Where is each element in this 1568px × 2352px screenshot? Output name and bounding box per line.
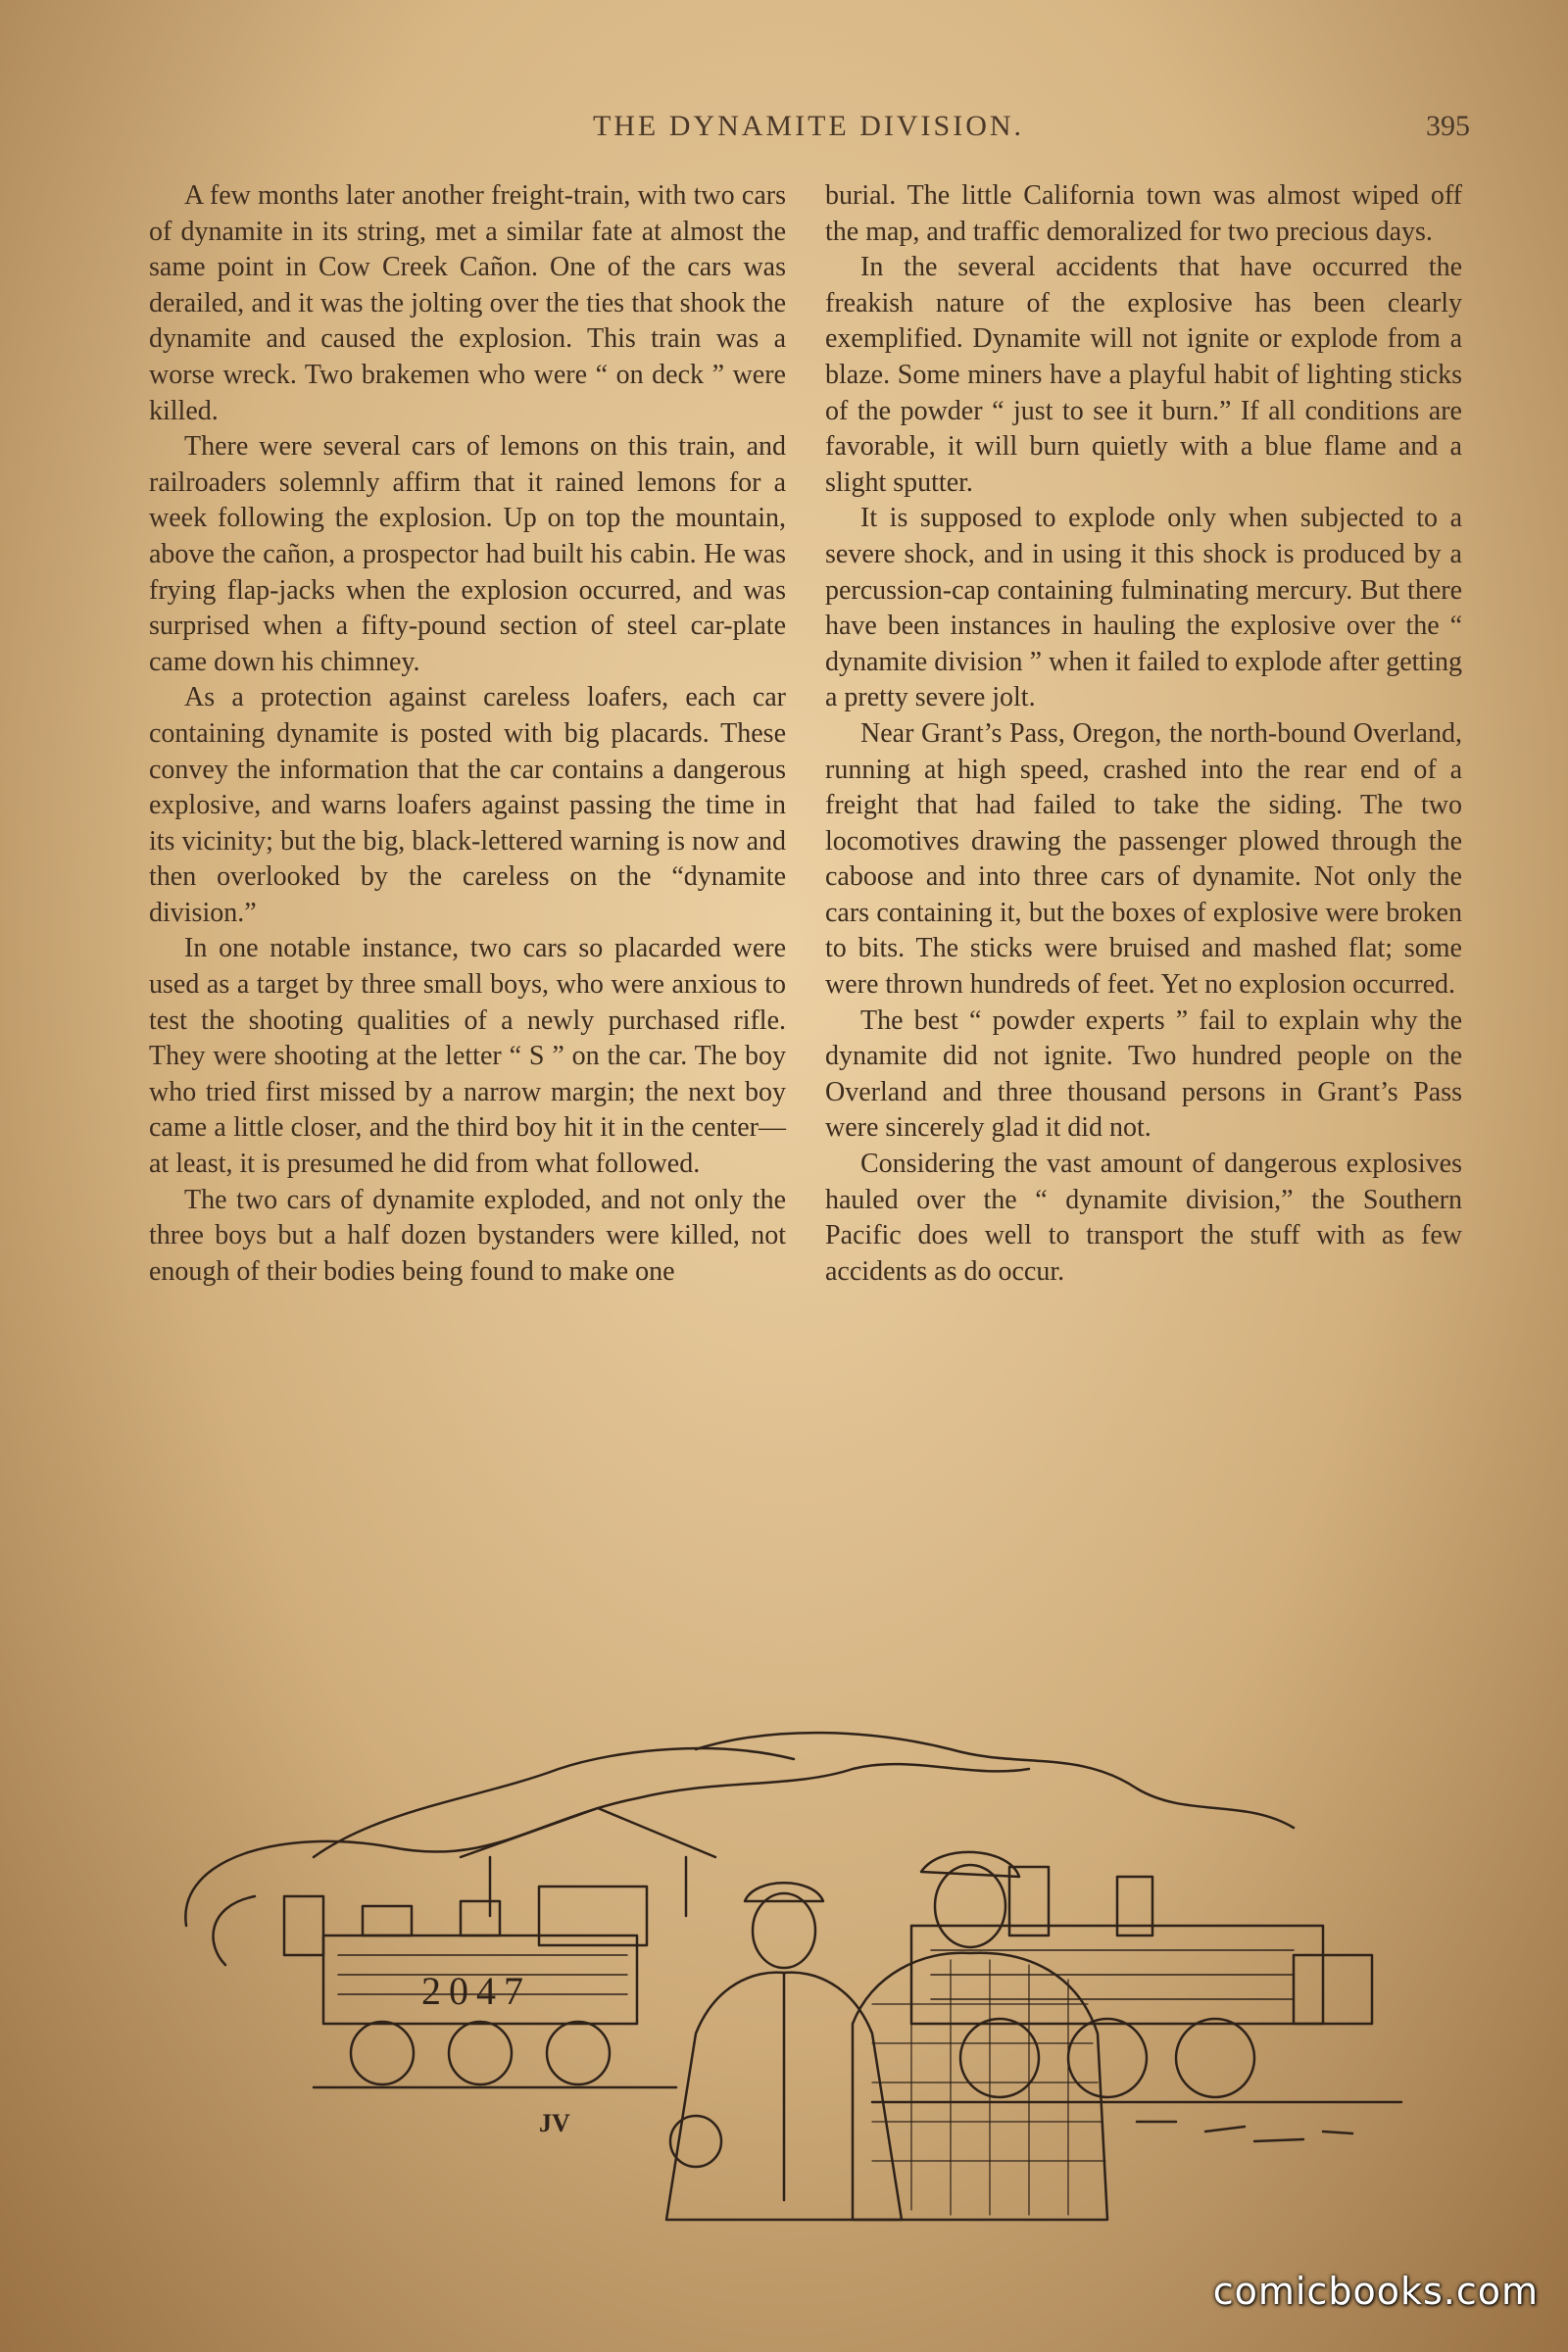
left-column xyxy=(149,178,786,1290)
paragraph: In the several accidents that have occurred the freakish nature of the explosive has been clearly exemplified. Dynamite will not ignite or explode from a blaze. Some miners have a playful habit of lighting sticks of the powder “ just to see it burn.” If all conditions are favorable, it will burn quietly with a blue flame and a slight sputter. xyxy=(825,252,1462,498)
man-in-checkered-shirt xyxy=(853,1852,1107,2220)
paragraph-continuation: burial. The little California town was almost wiped off the map, and traffic demoralized for two precious days. xyxy=(825,180,1462,247)
paragraph: Considering the vast amount of dangerous explosives hauled over the “ dynamite division,” the Southern Pacific does well to transport the stuff with as few accidents as do occur. xyxy=(825,1149,1462,1287)
paragraph: There were several cars of lemons on this train, and railroaders solemnly affirm that it rained lemons for a week following the explosion. Up on top the mountain, above the cañon, a prospector had built his cabin. He was frying flap-jacks when the explosion occurred, and was surprised when a fifty-pound section of steel car-plate came down his chimney. xyxy=(149,431,786,677)
smoke-swirl xyxy=(185,1764,1029,1926)
right-column xyxy=(825,178,1462,1290)
paragraph: The two cars of dynamite exploded, and not only the three boys but a half dozen bystanders were killed, not enough of their bodies being found to make one xyxy=(149,1184,786,1287)
paragraph: A few months later another freight-train, with two cars of dynamite in its string, met a similar fate at almost the same point in Cow Creek Cañon. One of the cars was derailed, and it was the jolting over the ties that shook the dynamite and caused the explosion. This train was a worse wreck. Two brakemen who were “ on deck ” were killed. xyxy=(149,180,786,426)
running-head xyxy=(147,110,1470,149)
smoke-swirl xyxy=(214,1896,255,1965)
watermark: comicbooks.com xyxy=(1212,2270,1539,2313)
running-title: THE DYNAMITE DIVISION. xyxy=(592,110,1025,142)
page-number: 395 xyxy=(1426,110,1470,142)
paragraph: In one notable instance, two cars so placarded were used as a target by three small boys, who were anxious to test the shooting qualities of a newly purchased rifle. They were shooting at the letter “ S ” on the car. The boy who tried first missed by a narrow margin; the next boy came a little closer, and the third boy hit it in the center—at least, it is presumed he did from what followed. xyxy=(149,933,786,1180)
dynamite-sticks xyxy=(1137,2122,1352,2141)
paragraph: It is supposed to explode only when subjected to a severe shock, and in using it this shock is produced by a percussion-cap containing fulminating mercury. But there have been instances in hauling the explosive over the “ dynamite division ” when it failed to explode after getting a pretty severe jolt. xyxy=(825,503,1462,713)
man-in-cap xyxy=(666,1883,902,2220)
locomotive-number: 2047 xyxy=(421,1969,531,2013)
artist-monogram: JV xyxy=(539,2109,570,2137)
paragraph: The best “ powder experts ” fail to explain why the dynamite did not ignite. Two hundred people on the Overland and three thousand persons in Grant’s Pass were sincerely glad it did not. xyxy=(825,1004,1462,1144)
paragraph: As a protection against careless loafers, each car containing dynamite is posted with big placards. These convey the information that the car contains a dangerous explosive, and warns loafers against passing the time in its vicinity; but the big, black-lettered warning is now and then overlooked by the careless on the “dynamite division.” xyxy=(149,682,786,928)
station-roof xyxy=(461,1808,715,1857)
smoke-swirl xyxy=(314,1748,794,1857)
locomotive-right xyxy=(872,1867,1401,2102)
railroad-illustration xyxy=(167,1710,1499,2239)
paragraph: Near Grant’s Pass, Oregon, the north-bound Overland, running at high speed, crashed into the rear end of a freight that had failed to take the siding. The two locomotives drawing the passenger plowed through the caboose and into three cars of dynamite. Not only the cars containing it, but the boxes of explosive were broken to bits. The sticks were bruised and mashed flat; some were thrown hundreds of feet. Yet no explosion occurred. xyxy=(825,717,1462,1001)
